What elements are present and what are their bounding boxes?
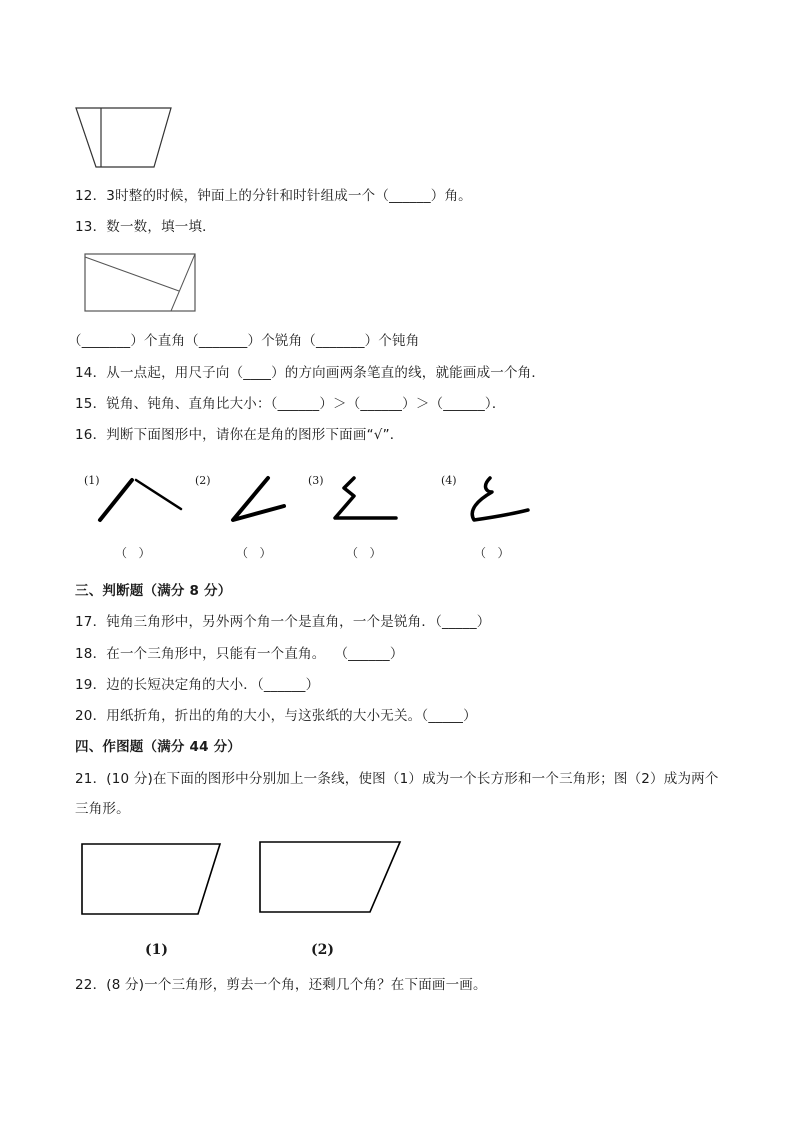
figure-4-shape [468, 474, 548, 524]
figure-caption-1: (1) [145, 942, 168, 958]
question-13: 13．数一数，填一填． [75, 219, 216, 235]
figure-4-answer-blank: （ ） [474, 546, 510, 560]
question-17: 17．钝角三角形中，另外两个角一个是直角，一个是锐角．（_____） [75, 614, 491, 630]
figure-2-shape [228, 476, 308, 526]
question-13-answer: （_______）个直角（_______）个锐角（_______）个钝角 [68, 333, 420, 349]
figure-caption-2: (2) [311, 942, 334, 958]
rectangle-angles-figure [84, 253, 199, 315]
trapezoid-figure [74, 105, 174, 170]
question-19: 19．边的长短决定角的大小．（______） [75, 677, 320, 693]
figure-1-answer-blank: （ ） [115, 546, 151, 560]
figure-1-shape [96, 476, 186, 526]
parallelogram-figure-1 [80, 842, 225, 917]
question-21-line-1: 21．(10 分)在下面的图形中分别加上一条线，使图（1）成为一个长方形和一个三角形；图（2）成为两个 [75, 771, 719, 787]
question-12: 12．3时整的时候，钟面上的分针和时针组成一个（______）角。 [75, 188, 472, 204]
figure-label-1: (1) [84, 474, 100, 487]
figure-3-shape [330, 474, 410, 524]
question-22: 22．(8 分)一个三角形，剪去一个角，还剩几个角？在下面画一画。 [75, 977, 487, 993]
figure-label-4: (4) [441, 474, 457, 487]
figure-label-2: (2) [195, 474, 211, 487]
question-18: 18．在一个三角形中，只能有一个直角。 （______） [75, 646, 404, 662]
figure-2-answer-blank: （ ） [236, 546, 272, 560]
section-4-heading: 四、作图题（满分 44 分） [75, 739, 241, 755]
figure-label-3: (3) [308, 474, 324, 487]
question-15: 15．锐角、钝角、直角比大小：（______）＞（______）＞（______）． [75, 396, 506, 412]
question-14: 14．从一点起，用尺子向（____）的方向画两条笔直的线，就能画成一个角． [75, 365, 546, 381]
question-16: 16．判断下面图形中，请你在是角的图形下面画“√”． [75, 427, 404, 443]
section-3-heading: 三、判断题（满分 8 分） [75, 583, 232, 599]
figure-3-answer-blank: （ ） [346, 546, 382, 560]
question-20: 20．用纸折角，折出的角的大小，与这张纸的大小无关。（_____） [75, 708, 477, 724]
parallelogram-figure-2 [258, 840, 403, 915]
question-21-line-2: 三角形。 [75, 801, 130, 817]
